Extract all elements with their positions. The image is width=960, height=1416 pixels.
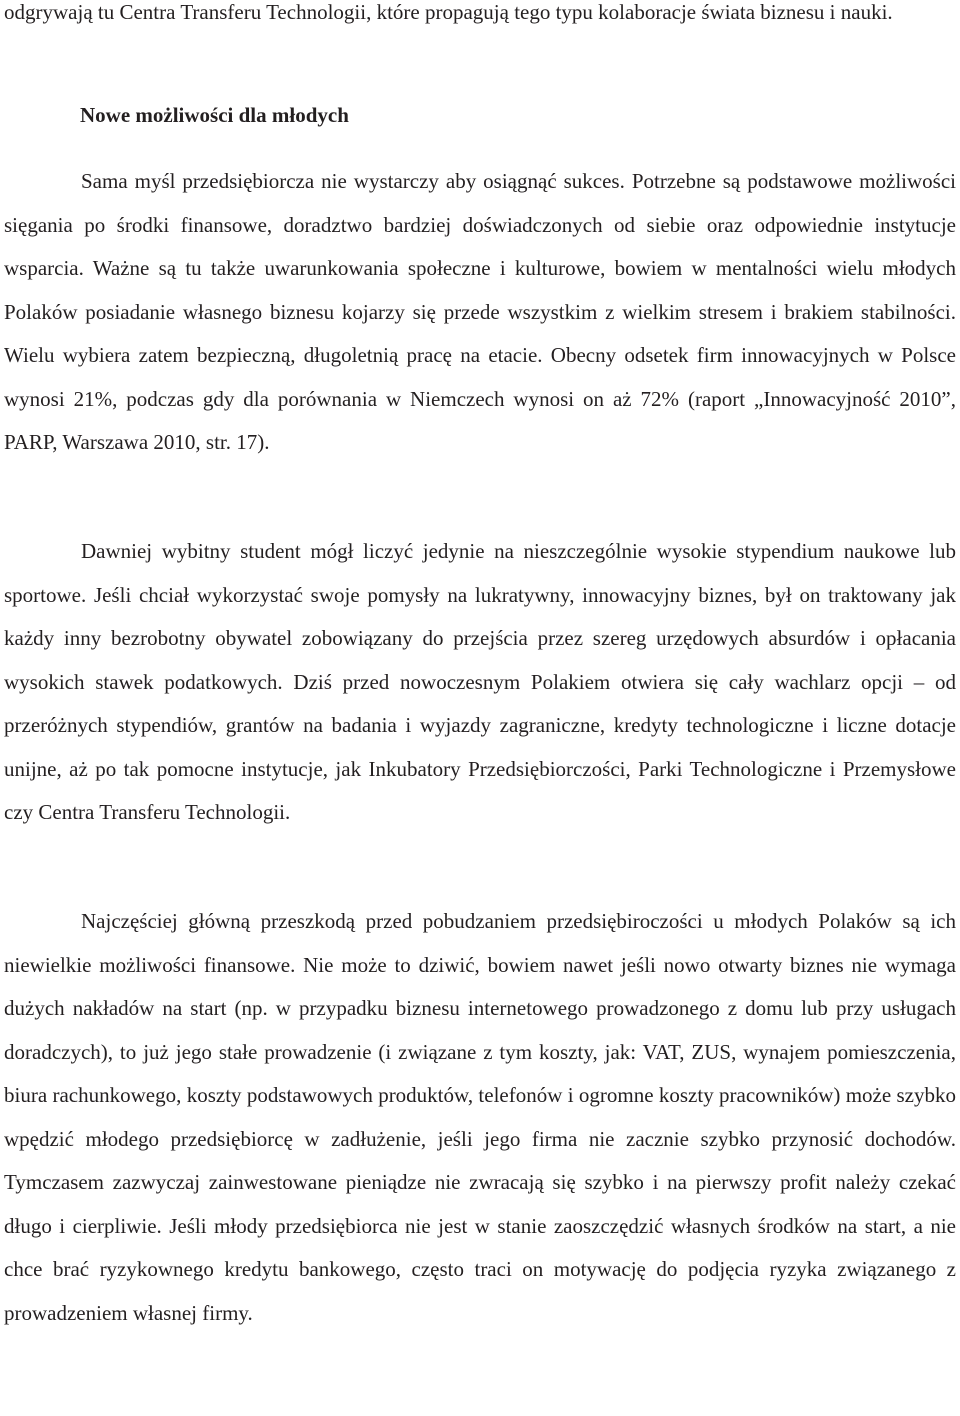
paragraph-intro: odgrywają tu Centra Transferu Technologii, które propagują tego typu kolaboracje świata biznesu i nauki.: [4, 0, 893, 24]
section-heading: Nowe możliwości dla młodych: [80, 103, 349, 127]
paragraph-past-vs-present: Dawniej wybitny student mógł liczyć jedynie na nieszczególnie wysokie stypendium naukowe lub sportowe. Jeśli chciał wykorzystać swoje pomysły na lukratywny, innowacyjny biznes, był on traktowany jak każdy inny bezrobotny obywatel zobowiązany do przejścia przez szereg urzędowych absurdów i opłacania wysokich stawek podatkowych. Dziś przed nowoczesnym Polakiem otwiera się cały wachlarz opcji – od przeróżnych stypendiów, grantów na badania i wyjazdy zagraniczne, kredyty technologiczne i liczne dotacje unijne, aż po tak pomocne instytucje, jak Inkubatory Przedsiębiorczości, Parki Technologiczne i Przemysłowe czy Centra Transferu Technologii.: [4, 539, 956, 824]
paragraph-opportunities: Sama myśl przedsiębiorcza nie wystarczy aby osiągnąć sukces. Potrzebne są podstawowe możliwości sięgania po środki finansowe, doradztwo bardziej doświadczonych od siebie oraz odpowiednie instytucje wsparcia. Ważne są tu także uwarunkowania społeczne i kulturowe, bowiem w mentalności wielu młodych Polaków posiadanie własnego biznesu kojarzy się przede wszystkim z wielkim stresem i brakiem stabilności. Wielu wybiera zatem bezpieczną, długoletnią pracę na etacie. Obecny odsetek firm innowacyjnych w Polsce wynosi 21%, podczas gdy dla porównania w Niemczech wynosi on aż 72% (raport „Innowacyjność 2010”, PARP, Warszawa 2010, str. 17).: [4, 169, 956, 454]
paragraph-financial-barriers: Najczęściej główną przeszkodą przed pobudzaniem przedsiębiroczości u młodych Polaków są ich niewielkie możliwości finansowe. Nie może to dziwić, bowiem nawet jeśli nowo otwarty biznes nie wymaga dużych nakładów na start (np. w przypadku biznesu internetowego prowadzonego z domu lub przy usługach doradczych), to już jego stałe prowadzenie (i związane z tym koszty, jak: VAT, ZUS, wynajem pomieszczenia, biura rachunkowego, koszty podstawowych produktów, telefonów i ogromne koszty pracowników) może szybko wpędzić młodego przedsiębiorcę w zadłużenie, jeśli jego firma nie zacznie szybko przynosić dochodów. Tymczasem zazwyczaj zainwestowane pieniądze nie zwracają się szybko i na pierwszy profit należy czekać długo i cierpliwie. Jeśli młody przedsiębiorca nie jest w stanie zaoszczędzić własnych środków na start, a nie chce brać ryzykownego kredytu bankowego, często traci on motywację do podjęcia ryzyka związanego z prowadzeniem własnej firmy.: [4, 909, 956, 1325]
